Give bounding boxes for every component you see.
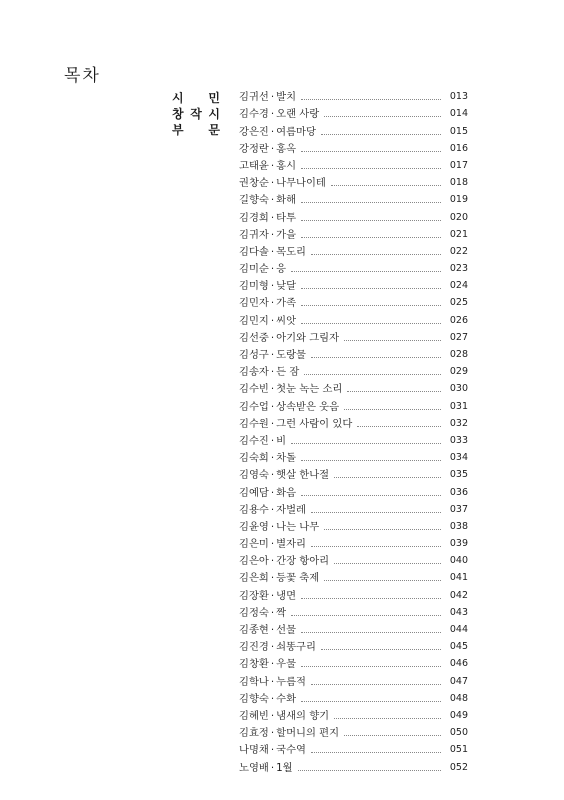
- toc-page-number: 042: [449, 589, 468, 601]
- toc-separator: ·: [270, 125, 275, 138]
- toc-separator: ·: [270, 555, 275, 568]
- toc-dot-leader: [321, 649, 441, 650]
- toc-separator: ·: [270, 709, 275, 722]
- toc-author: 김은미: [239, 538, 269, 551]
- toc-separator: ·: [270, 383, 275, 396]
- toc-work-title: 든 잠: [276, 366, 300, 379]
- toc-work-title: 홍시: [276, 159, 297, 172]
- toc-entry[interactable]: [239, 225, 468, 242]
- toc-author: 김윤영: [239, 520, 269, 533]
- toc-separator: ·: [270, 349, 275, 361]
- toc-separator: ·: [270, 417, 275, 430]
- toc-author: 김진경: [239, 641, 269, 654]
- toc-page-number: 037: [449, 503, 468, 515]
- toc-dot-leader: [357, 426, 441, 427]
- toc-author: 김선중: [239, 331, 269, 344]
- toc-separator: ·: [270, 727, 275, 740]
- toc-author: 김민지: [239, 314, 269, 327]
- toc-work-title: 아기와 그림자: [276, 331, 340, 344]
- toc-work-title: 간장 항아리: [276, 555, 330, 568]
- toc-page-number: 030: [449, 383, 468, 395]
- toc-entry[interactable]: [239, 585, 468, 602]
- toc-entry[interactable]: [239, 242, 468, 259]
- toc-work-title: 자벌레: [276, 503, 306, 516]
- toc-work-title: 타투: [276, 211, 297, 224]
- toc-author: 고태윤: [239, 159, 269, 172]
- toc-dot-leader: [344, 409, 441, 410]
- toc-entry[interactable]: [239, 139, 468, 156]
- toc-dot-leader: [344, 340, 441, 341]
- toc-entry[interactable]: [239, 500, 468, 517]
- toc-page-number: 046: [449, 658, 468, 670]
- toc-author: 강정란: [239, 142, 269, 155]
- toc-page-number: 013: [449, 91, 468, 103]
- toc-dot-leader: [347, 391, 441, 392]
- toc-entry[interactable]: [239, 568, 468, 585]
- toc-entry[interactable]: [239, 87, 468, 104]
- toc-separator: ·: [270, 245, 275, 258]
- toc-entry[interactable]: [239, 414, 468, 431]
- section-label-line: [172, 106, 220, 122]
- toc-page-number: 031: [449, 400, 468, 412]
- toc-separator: ·: [270, 331, 275, 344]
- toc-page-number: 014: [449, 108, 468, 120]
- toc-separator: ·: [270, 452, 275, 465]
- section-label: [172, 90, 220, 138]
- toc-page-number: 019: [449, 194, 468, 206]
- toc-page-number: 017: [449, 159, 468, 171]
- toc-author: 김숙희: [239, 452, 269, 465]
- toc-author: 김민자: [239, 297, 269, 310]
- toc-separator: ·: [270, 142, 275, 155]
- toc-entry[interactable]: [239, 551, 468, 568]
- toc-author: 김효정: [239, 727, 269, 740]
- toc-author: 김종현: [239, 624, 269, 636]
- toc-work-title: 발치: [276, 91, 297, 104]
- toc-work-title: 나무나이테: [276, 177, 326, 190]
- toc-author: 김용수: [239, 503, 269, 516]
- toc-separator: ·: [270, 486, 275, 499]
- toc-separator: ·: [270, 641, 275, 654]
- toc-entry[interactable]: [239, 190, 468, 207]
- toc-work-title: 화음: [276, 486, 297, 499]
- toc-entry[interactable]: [239, 534, 468, 551]
- toc-page-number: 043: [449, 606, 468, 618]
- toc-work-title: 목도리: [276, 245, 306, 258]
- toc-entry[interactable]: [239, 293, 468, 310]
- toc-work-title: 냄새의 향기: [276, 709, 330, 722]
- toc-entry[interactable]: [239, 362, 468, 379]
- toc-work-title: 그런 사람이 있다: [276, 417, 353, 430]
- toc-entry[interactable]: [239, 259, 468, 276]
- toc-author: 김영숙: [239, 469, 269, 482]
- toc-author: 길향숙: [239, 194, 269, 207]
- toc-page-number: 048: [449, 692, 468, 704]
- toc-work-title: 햇살 한나절: [276, 469, 330, 482]
- toc-page-number: 018: [449, 177, 468, 189]
- toc-dot-leader: [301, 202, 441, 203]
- toc-page-number: 015: [449, 125, 468, 137]
- toc-page-number: 040: [449, 555, 468, 567]
- toc-page-number: 038: [449, 520, 468, 532]
- toc-work-title: 등꽃 축제: [276, 572, 320, 585]
- toc-author: 김귀자: [239, 228, 269, 241]
- toc-dot-leader: [301, 701, 441, 702]
- toc-dot-leader: [304, 374, 441, 375]
- toc-dot-leader: [301, 288, 441, 289]
- toc-separator: ·: [270, 520, 275, 533]
- toc-page-number: 051: [449, 744, 468, 756]
- toc-author: 김미형: [239, 280, 269, 293]
- section-label-char: 문: [208, 123, 220, 137]
- toc-separator: ·: [270, 91, 275, 104]
- toc-separator: ·: [270, 572, 275, 585]
- toc-dot-leader: [301, 237, 441, 238]
- toc-page-number: 016: [449, 142, 468, 154]
- toc-page-number: 023: [449, 263, 468, 275]
- toc-entry[interactable]: [239, 517, 468, 534]
- toc-separator: ·: [270, 469, 275, 482]
- toc-entry[interactable]: [239, 482, 468, 499]
- toc-dot-leader: [311, 752, 441, 753]
- toc-work-title: 선물: [276, 624, 297, 636]
- toc-dot-leader: [344, 735, 441, 736]
- toc-entry[interactable]: [239, 637, 468, 654]
- toc-author: 김수경: [239, 108, 269, 121]
- section-label-char: 부: [172, 123, 184, 137]
- toc-dot-leader: [301, 99, 441, 100]
- toc-work-title: 상속받은 웃음: [276, 400, 340, 413]
- toc-entry[interactable]: [239, 723, 468, 740]
- toc-page-number: 032: [449, 417, 468, 429]
- section-label-char: 작: [190, 107, 202, 121]
- toc-entry[interactable]: [239, 740, 468, 757]
- toc-author: 김수빈: [239, 383, 269, 396]
- toc-separator: ·: [270, 658, 275, 671]
- toc-author: 김귀선: [239, 91, 269, 104]
- toc-separator: ·: [270, 366, 275, 379]
- toc-author: 노영배: [239, 761, 269, 774]
- toc-dot-leader: [301, 495, 441, 496]
- toc-page-number: 028: [449, 349, 468, 360]
- toc-entry[interactable]: [239, 379, 468, 396]
- toc-entry[interactable]: [239, 465, 468, 482]
- toc-work-title: 씨앗: [276, 314, 297, 327]
- toc-entry[interactable]: [239, 345, 468, 362]
- section-label-line: [172, 122, 220, 138]
- toc-author: 김혜빈: [239, 709, 269, 722]
- toc-work-title: 비: [276, 434, 287, 447]
- toc-page-number: 020: [449, 211, 468, 223]
- toc-list: [239, 87, 468, 775]
- toc-dot-leader: [311, 512, 441, 513]
- toc-page-number: 036: [449, 486, 468, 498]
- toc-entry[interactable]: [239, 207, 468, 224]
- toc-entry[interactable]: [239, 396, 468, 413]
- toc-author: 김다솔: [239, 245, 269, 258]
- toc-separator: ·: [270, 434, 275, 447]
- toc-dot-leader: [311, 546, 441, 547]
- toc-page-number: 026: [449, 314, 468, 326]
- toc-dot-leader: [291, 615, 441, 616]
- toc-entry[interactable]: [239, 310, 468, 327]
- toc-work-title: 국수역: [276, 744, 306, 757]
- toc-dot-leader: [324, 116, 441, 117]
- toc-separator: ·: [270, 675, 275, 688]
- toc-dot-leader: [301, 305, 441, 306]
- toc-entry[interactable]: [239, 156, 468, 173]
- section-label-char: 시: [208, 107, 220, 121]
- toc-entry[interactable]: [239, 654, 468, 671]
- toc-separator: ·: [270, 606, 275, 619]
- toc-dot-leader: [331, 185, 441, 186]
- toc-work-title: 우물: [276, 658, 297, 671]
- toc-author: 강은진: [239, 125, 269, 138]
- toc-author: 김향숙: [239, 692, 269, 705]
- section-label-char: 민: [208, 91, 220, 105]
- toc-separator: ·: [270, 744, 275, 757]
- toc-separator: ·: [270, 589, 275, 602]
- toc-work-title: 화해: [276, 194, 297, 207]
- toc-author: 권창순: [239, 177, 269, 190]
- toc-author: 김학나: [239, 675, 269, 688]
- toc-work-title: 도랑물: [276, 349, 306, 361]
- toc-author: 김성구: [239, 349, 269, 361]
- toc-page-number: 022: [449, 245, 468, 257]
- toc-page-number: 021: [449, 228, 468, 240]
- toc-dot-leader: [301, 460, 441, 461]
- toc-dot-leader: [301, 598, 441, 599]
- toc-dot-leader: [311, 357, 441, 358]
- toc-author: 나명채: [239, 744, 269, 757]
- toc-work-title: 차돌: [276, 452, 297, 465]
- toc-author: 김미순: [239, 263, 269, 276]
- toc-page-number: 033: [449, 434, 468, 446]
- toc-page-number: 050: [449, 727, 468, 739]
- toc-dot-leader: [311, 684, 441, 685]
- toc-author: 김수원: [239, 417, 269, 430]
- toc-work-title: 응: [276, 263, 287, 276]
- toc-page-number: 024: [449, 280, 468, 292]
- toc-dot-leader: [301, 151, 441, 152]
- toc-dot-leader: [301, 666, 441, 667]
- toc-separator: ·: [270, 159, 275, 172]
- toc-author: 김정숙: [239, 606, 269, 619]
- toc-entry[interactable]: [239, 448, 468, 465]
- toc-work-title: 여름마당: [276, 125, 316, 138]
- toc-page-number: 045: [449, 641, 468, 653]
- toc-dot-leader: [334, 477, 441, 478]
- toc-work-title: 나는 나무: [276, 520, 320, 533]
- toc-author: 김경희: [239, 211, 269, 224]
- toc-separator: ·: [270, 177, 275, 190]
- page-title: 목차: [64, 66, 101, 86]
- toc-dot-leader: [301, 168, 441, 169]
- toc-work-title: 할머니의 편지: [276, 727, 340, 740]
- toc-entry[interactable]: [239, 620, 468, 637]
- toc-page-number: 035: [449, 469, 468, 481]
- toc-page-number: 025: [449, 297, 468, 309]
- toc-author: 김수진: [239, 434, 269, 447]
- toc-entry[interactable]: [239, 671, 468, 688]
- toc-separator: ·: [270, 761, 275, 774]
- toc-dot-leader: [334, 563, 441, 564]
- toc-dot-leader: [321, 134, 441, 135]
- toc-work-title: 누름적: [276, 675, 306, 688]
- toc-page-number: 027: [449, 331, 468, 343]
- toc-dot-leader: [301, 220, 441, 221]
- toc-page-number: 039: [449, 538, 468, 550]
- toc-page-number: 029: [449, 366, 468, 378]
- toc-separator: ·: [270, 297, 275, 310]
- toc-dot-leader: [298, 770, 441, 771]
- toc-author: 김은아: [239, 555, 269, 568]
- section-label-char: 창: [172, 107, 184, 121]
- toc-entry[interactable]: [239, 431, 468, 448]
- toc-dot-leader: [334, 718, 441, 719]
- toc-separator: ·: [270, 624, 275, 636]
- toc-entry[interactable]: [239, 689, 468, 706]
- toc-work-title: 오랜 사랑: [276, 108, 320, 121]
- toc-dot-leader: [324, 529, 441, 530]
- toc-page-number: 044: [449, 624, 468, 635]
- section-label-char: 시: [172, 91, 184, 105]
- toc-page-number: 034: [449, 452, 468, 464]
- toc-work-title: 가을: [276, 228, 297, 241]
- toc-page-number: 041: [449, 572, 468, 584]
- toc-separator: ·: [270, 228, 275, 241]
- toc-separator: ·: [270, 263, 275, 276]
- toc-author: 김장환: [239, 589, 269, 602]
- toc-work-title: 첫눈 녹는 소리: [276, 383, 343, 396]
- toc-work-title: 홍옥: [276, 142, 297, 155]
- toc-work-title: 낮달: [276, 280, 297, 293]
- toc-dot-leader: [291, 271, 441, 272]
- toc-dot-leader: [301, 632, 441, 633]
- toc-separator: ·: [270, 538, 275, 551]
- toc-author: 김창환: [239, 658, 269, 671]
- toc-dot-leader: [311, 254, 441, 255]
- toc-work-title: 짝: [276, 606, 287, 619]
- toc-author: 김은희: [239, 572, 269, 585]
- toc-work-title: 냉면: [276, 589, 297, 602]
- toc-separator: ·: [270, 108, 275, 121]
- toc-separator: ·: [270, 280, 275, 293]
- toc-author: 김송자: [239, 366, 269, 379]
- toc-entry[interactable]: [239, 328, 468, 345]
- section-label-line: [172, 90, 220, 106]
- toc-page-number: 047: [449, 675, 468, 687]
- toc-separator: ·: [270, 211, 275, 224]
- toc-entry[interactable]: [239, 706, 468, 723]
- toc-dot-leader: [301, 323, 441, 324]
- toc-author: 김수업: [239, 400, 269, 413]
- toc-separator: ·: [270, 194, 275, 207]
- toc-separator: ·: [270, 692, 275, 705]
- toc-work-title: 쇠똥구리: [276, 641, 316, 654]
- toc-separator: ·: [270, 503, 275, 516]
- toc-entry[interactable]: [239, 173, 468, 190]
- toc-dot-leader: [324, 580, 441, 581]
- toc-separator: ·: [270, 400, 275, 413]
- toc-separator: ·: [270, 314, 275, 327]
- toc-entry[interactable]: [239, 276, 468, 293]
- toc-work-title: 수화: [276, 692, 297, 705]
- toc-author: 김예담: [239, 486, 269, 499]
- toc-entry[interactable]: [239, 104, 468, 121]
- toc-page-number: 052: [449, 761, 468, 773]
- toc-entry[interactable]: [239, 121, 468, 138]
- toc-entry[interactable]: [239, 603, 468, 620]
- toc-work-title: 가족: [276, 297, 297, 310]
- toc-work-title: 별자리: [276, 538, 306, 551]
- toc-page-number: 049: [449, 709, 468, 721]
- toc-dot-leader: [291, 443, 441, 444]
- toc-entry[interactable]: [239, 757, 468, 774]
- toc-work-title: 1월: [276, 761, 293, 774]
